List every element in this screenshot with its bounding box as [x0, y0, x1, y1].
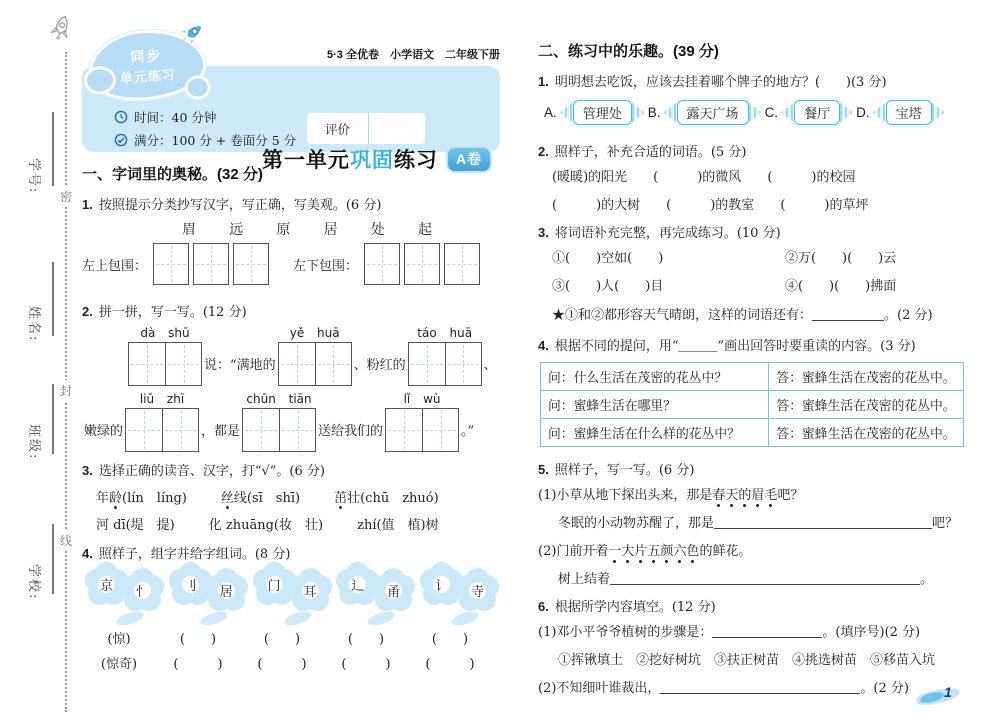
- group-label: 左下包围：: [293, 258, 359, 274]
- school-label: 学校:: [26, 564, 41, 601]
- title-accent: 巩固: [349, 149, 394, 172]
- pinyin-box-unit: [125, 392, 199, 452]
- s2-q5-example2: (2)门前开着一大片五颜六色的鲜花。: [538, 540, 968, 559]
- s1-q1-line: [82, 194, 503, 213]
- writing-box[interactable]: [162, 409, 198, 451]
- question-text: 根据所学内容填空。(12 分): [554, 600, 716, 615]
- word-slot: ( )的微风: [653, 170, 742, 185]
- score-meta: [114, 131, 296, 149]
- s2-q2-line: [538, 141, 968, 160]
- group-label: 左上包围：: [82, 258, 148, 274]
- question-number: 5.: [538, 462, 549, 477]
- flower-pair: 门 耳: [258, 568, 332, 622]
- option-key: D.: [856, 105, 870, 120]
- clock-icon: [114, 110, 128, 124]
- choice-item: 年龄(lín líng): [96, 487, 187, 506]
- char-item: 远: [229, 222, 244, 238]
- answer-slot: ( ): [341, 657, 391, 672]
- s1-q2-row2: [82, 392, 503, 452]
- s2-q6-fill1: (1)邓小平爷爷植树的步骤是： 。(填序号)(2 分): [538, 625, 921, 640]
- writing-box[interactable]: [129, 343, 165, 385]
- student-number-blank[interactable]: [52, 112, 54, 186]
- left-column: [82, 163, 503, 672]
- badge-line2: 单元练习: [119, 67, 177, 87]
- s1-q3-row1: [96, 487, 503, 506]
- badge-line1: 同步: [129, 47, 163, 66]
- question-text: 将词语补充完整，再完成练习。(10 分): [554, 226, 781, 241]
- pinyin-label: táo huā: [417, 326, 473, 340]
- writing-box[interactable]: [233, 243, 269, 285]
- fill-blank[interactable]: [660, 681, 860, 694]
- s2-q2-row1: [552, 166, 968, 185]
- fill-blank[interactable]: [712, 625, 822, 638]
- s1-q1-boxrow: [82, 243, 503, 285]
- word-slot: ( )的大树: [552, 198, 641, 213]
- s1-q1-characters: [182, 219, 432, 239]
- s1-q4-word-answers: [82, 653, 503, 672]
- star-tail: 。(2 分): [884, 308, 933, 323]
- series-header: 5·3 全优卷 小学语文 二年级下册: [327, 49, 500, 61]
- question-number: 4.: [82, 546, 93, 561]
- table-answer-cell: 答：蜜蜂生活在茂密的花丛中。: [769, 363, 964, 391]
- paper-type-badge: A卷: [446, 146, 492, 173]
- title-suffix: 练习: [393, 149, 438, 172]
- table-row: [541, 363, 964, 391]
- pinyin-box-unit: [128, 326, 202, 386]
- choice-item: 河 dī(堤 提): [96, 518, 175, 533]
- flower-pair: 讠 寺: [425, 568, 499, 622]
- title-prefix: 第一单元: [261, 149, 350, 172]
- question-number: 3.: [538, 225, 549, 240]
- question-text: 拼一拼，写一写。(12 分): [98, 305, 247, 320]
- score-label: 满分：100 分 + 卷面分 5 分: [134, 133, 297, 148]
- answer-slot: ( ): [173, 657, 223, 672]
- fill-blank[interactable]: [610, 572, 920, 585]
- idiom-slot: ④( )( )拂面: [784, 279, 897, 294]
- right-column: [538, 40, 968, 705]
- sentence-fragment: 说：“满地的: [204, 358, 276, 373]
- answer-slot: (惊奇): [100, 657, 138, 672]
- evaluation-box: [307, 113, 425, 144]
- answer-slot: ( ): [179, 632, 217, 647]
- sentence-fragment: 送给我们的: [318, 424, 384, 439]
- s2-q1-options: [544, 100, 968, 125]
- flower-pair: 京 忄: [90, 568, 164, 622]
- char-item: 眉: [182, 222, 196, 238]
- pinyin-label: lǐ wù: [403, 392, 441, 406]
- s2-q5-line: [538, 459, 968, 478]
- char-item: 处: [370, 222, 385, 238]
- word-slot: (暖暖)的阳光: [552, 170, 628, 185]
- evaluation-label: 评价: [307, 113, 369, 144]
- fill-blank[interactable]: [812, 308, 884, 321]
- question-number: 2.: [538, 144, 549, 159]
- flower-pair: 刂 居: [174, 568, 248, 622]
- idiom-slot: ③( )人( )目: [552, 279, 664, 294]
- pinyin-label: yě huā: [289, 326, 340, 340]
- s1-q3-row2: [96, 514, 503, 533]
- writing-box[interactable]: [193, 243, 229, 285]
- s1-q2-line: [82, 301, 503, 320]
- sentence-fragment: 、粉红的: [353, 358, 406, 373]
- question-text: 按照提示分类抄写汉字，写正确，写美观。(6 分): [98, 198, 382, 213]
- time-label: 时间：40 分钟: [134, 110, 217, 125]
- writing-box[interactable]: [279, 343, 315, 385]
- margin-rocket-icon: [46, 14, 76, 52]
- s1-q4-char-answers: [82, 628, 503, 647]
- check-icon: [114, 133, 128, 147]
- writing-box[interactable]: [445, 343, 481, 385]
- question-number: 1.: [82, 197, 93, 212]
- word-slot: ( )的校园: [767, 170, 856, 185]
- student-name-label: 姓名:: [26, 306, 41, 343]
- table-answer-cell: 答：蜜蜂生活在茂密的花丛中。: [769, 391, 964, 419]
- question-text: 照样子，组字并给字组词。(8 分): [98, 547, 291, 562]
- writing-box[interactable]: [126, 409, 162, 451]
- choice-item: zhí(值 植)树: [357, 518, 439, 533]
- school-blank[interactable]: [52, 524, 54, 594]
- pinyin-box-unit: [242, 392, 316, 452]
- s2-q3-star: [552, 304, 968, 323]
- table-question-cell: 问：什么生活在茂密的花丛中？: [541, 363, 769, 391]
- question-text: 根据不同的提问，用“＿＿＿”画出回答时要重读的内容。(3 分): [554, 339, 916, 354]
- s2-q5-fill1: 冬眠的小动物苏醒了，那是 吧？: [558, 516, 959, 531]
- emphasized-phrase: 一大片五颜六色: [608, 544, 699, 564]
- s1-q4-flowers: [90, 568, 499, 622]
- page-footer: [916, 684, 968, 708]
- s2-q3-line: [538, 222, 968, 241]
- answer-slot: ( ): [431, 632, 469, 647]
- time-meta: [114, 108, 216, 126]
- option-key: B.: [647, 105, 661, 120]
- writing-box[interactable]: [404, 243, 440, 285]
- pinyin-label: dà shū: [140, 326, 190, 340]
- writing-box[interactable]: [409, 343, 445, 385]
- question-text: 选择正确的读音、汉字，打“√”。(6 分): [98, 464, 325, 479]
- s2-q5-example1: (1)小草从地下探出头来，那是春天的眉毛吧？: [538, 484, 968, 503]
- class-blank[interactable]: [52, 384, 54, 454]
- section1-title: 一、字词里的奥秘。(32 分): [82, 166, 263, 183]
- pinyin-box-unit: [278, 326, 352, 386]
- choice-item: 丝线(sī shī): [221, 487, 300, 506]
- writing-box[interactable]: [165, 343, 201, 385]
- question-text: 照样子，写一写。(6 分): [554, 463, 695, 478]
- sentence-fragment: 、: [483, 358, 497, 373]
- question-number: 3.: [82, 463, 93, 478]
- option-sign[interactable]: 宝塔: [886, 100, 932, 125]
- table-row: [541, 391, 964, 419]
- sentence-fragment: ，都是: [201, 424, 241, 439]
- emphasized-phrase: 春天的眉毛: [712, 488, 777, 508]
- s2-q6-fill2: (2)不知细叶谁裁出， 。(2 分): [538, 681, 909, 696]
- table-question-cell: 问：蜜蜂生活在什么样的花丛中？: [541, 419, 769, 447]
- question-number: 6.: [538, 599, 549, 614]
- word-slot: ( )的草坪: [780, 198, 869, 213]
- class-label: 班级:: [26, 424, 41, 461]
- question-answer-table: [540, 362, 964, 447]
- s2-q1-line: [538, 71, 968, 90]
- page-number: 1: [944, 684, 952, 700]
- idiom-slot: ①( )空如( ): [552, 251, 664, 266]
- table-row: [541, 419, 964, 447]
- writing-box[interactable]: [153, 243, 189, 285]
- option-sign[interactable]: 露天广场: [677, 100, 749, 125]
- s1-q2-row1: [128, 326, 503, 386]
- idiom-slot: ②万( )( )云: [784, 251, 897, 266]
- writing-box[interactable]: [364, 243, 400, 285]
- question-number: 4.: [538, 338, 549, 353]
- char-item: 居: [323, 222, 338, 238]
- header-rocket-icon: [170, 18, 210, 60]
- choice-item: 化 zhuāng(妆 壮): [208, 518, 324, 533]
- writing-box[interactable]: [422, 409, 458, 451]
- table-question-cell: 问：蜜蜂生活在哪里？: [541, 391, 769, 419]
- student-name-blank[interactable]: [52, 262, 54, 336]
- s2-q6-options: ①挥锹填土 ②挖好树坑 ③扶正树苗 ④挑选树苗 ⑤移苗入坑: [558, 653, 936, 668]
- s1-q3-line: [82, 460, 503, 479]
- s2-q2-row2: [552, 194, 968, 213]
- s2-q6-line: [538, 596, 968, 615]
- word-slot: ( )的教室: [666, 198, 755, 213]
- seal-char-mi: 密: [58, 186, 74, 207]
- s1-q4-line: [82, 543, 503, 562]
- writing-box[interactable]: [279, 409, 315, 451]
- fill-blank[interactable]: [714, 516, 932, 529]
- pinyin-box-unit: [385, 392, 459, 452]
- char-item: 起: [417, 222, 432, 238]
- writing-box[interactable]: [243, 409, 279, 451]
- answer-slot: (惊): [107, 632, 131, 647]
- answer-slot: ( ): [347, 632, 385, 647]
- question-number: 2.: [82, 304, 93, 319]
- s2-q4-line: [538, 335, 968, 354]
- pinyin-box-unit: [408, 326, 482, 386]
- choice-item: 茁壮(chū zhuó): [334, 487, 439, 506]
- question-text: 明明想去吃饭，应该去挂着哪个牌子的地方？( )(3 分): [554, 75, 887, 90]
- writing-box[interactable]: [315, 343, 351, 385]
- option-sign[interactable]: 餐厅: [794, 100, 840, 125]
- option-key: C.: [764, 105, 779, 120]
- char-item: 原: [276, 222, 291, 238]
- writing-box[interactable]: [444, 243, 480, 285]
- answer-slot: ( ): [263, 632, 301, 647]
- s2-q5-fill2: 树上结着 。: [558, 572, 934, 587]
- student-number-label: 学号:: [26, 158, 41, 195]
- sentence-fragment: 。”: [461, 424, 475, 439]
- option-sign[interactable]: 管理处: [573, 100, 632, 125]
- star-text: ★①和②都形容天气晴朗，这样的词语还有：: [552, 308, 813, 323]
- seal-char-xian: 线: [58, 530, 74, 551]
- option-key: A.: [544, 105, 557, 120]
- writing-box[interactable]: [386, 409, 422, 451]
- flower-pair: 辶 甬: [341, 568, 415, 622]
- section2-title: 二、练习中的乐趣。(39 分): [538, 43, 719, 60]
- sentence-fragment: 嫩绿的: [84, 424, 124, 439]
- table-answer-cell: 答：蜜蜂生活在茂密的花丛中。: [769, 419, 964, 447]
- answer-slot: ( ): [425, 657, 475, 672]
- evaluation-score-cell[interactable]: [369, 113, 425, 144]
- answer-slot: ( ): [257, 657, 307, 672]
- s2-q3-items: [552, 247, 968, 294]
- pinyin-label: liǔ zhī: [139, 392, 185, 406]
- seal-char-feng: 封: [58, 380, 74, 401]
- question-text: 照样子，补充合适的词语。(5 分): [554, 145, 747, 160]
- question-number: 1.: [538, 74, 549, 89]
- pinyin-label: chūn tiān: [246, 392, 312, 406]
